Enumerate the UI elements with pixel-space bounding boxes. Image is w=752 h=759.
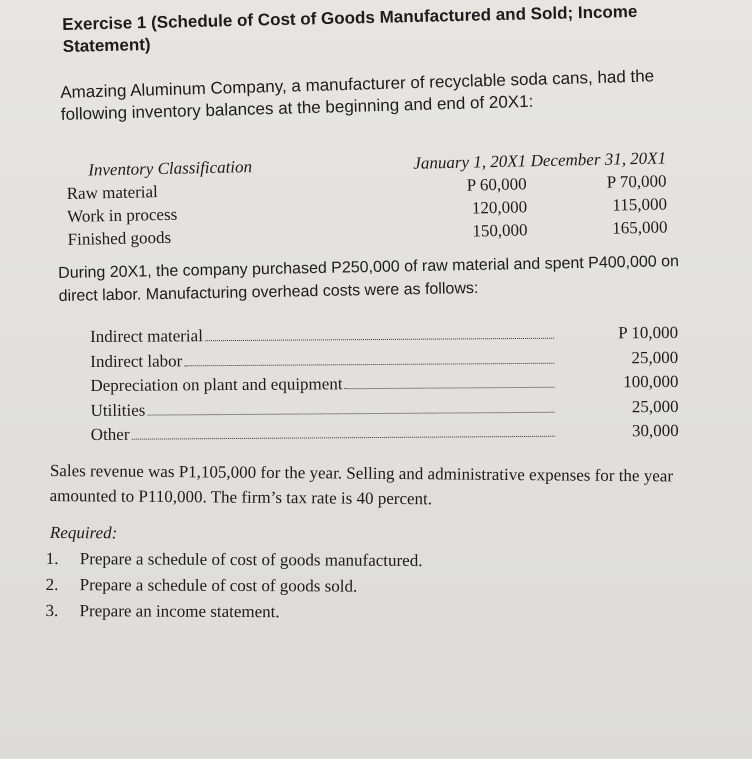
overhead-label: Depreciation on plant and equipment: [90, 374, 343, 395]
row-ending: 115,000: [612, 194, 668, 215]
row-label: Finished goods: [67, 227, 172, 249]
row-beginning: 150,000: [472, 220, 528, 241]
header-ending: December 31, 20X1: [530, 148, 667, 171]
required-item-text: Prepare a schedule of cost of goods manufactured.: [79, 549, 423, 570]
overhead-value: 25,000: [631, 347, 679, 367]
row-label: Raw material: [66, 182, 158, 203]
required-item: [46, 572, 646, 601]
exercise-heading: [62, 0, 723, 58]
overhead-list: [90, 321, 679, 448]
sales-paragraph: Sales revenue was P1,105,000 for the year. Selling and administrative expenses for the year amounted to P110,000. The firm’s tax rate is 40 percent.: [49, 460, 674, 509]
header-classification: Inventory Classification: [88, 157, 253, 180]
dot-leader: [205, 338, 554, 341]
header-beginning: January 1, 20X1: [413, 151, 527, 173]
inventory-table: [66, 147, 678, 252]
row-beginning: 120,000: [471, 197, 528, 218]
overhead-value: 100,000: [623, 371, 679, 392]
dot-leader: [132, 436, 555, 440]
overhead-row: [91, 419, 679, 448]
required-item-number: 3.: [45, 600, 59, 621]
dot-leader: [147, 411, 554, 415]
row-label: Work in process: [66, 204, 178, 226]
exercise-number: Exercise 1: [62, 13, 147, 34]
dot-leader: [345, 387, 555, 389]
required-title: Required:: [49, 523, 118, 543]
row-ending: 165,000: [612, 217, 668, 238]
overhead-label: Utilities: [90, 400, 146, 420]
intro-paragraph: Amazing Aluminum Company, a manufacturer of recyclable soda cans, had the following inventory balances at the beginning and end of 20X1:: [60, 66, 655, 124]
overhead-value: 25,000: [631, 396, 679, 416]
overhead-label: Indirect labor: [90, 350, 183, 371]
overhead-value: P 10,000: [618, 322, 679, 343]
required-item-number: 2.: [45, 574, 59, 595]
overhead-value: 30,000: [631, 420, 679, 441]
row-beginning: P 60,000: [466, 174, 527, 195]
row-ending: P 70,000: [606, 171, 667, 192]
overhead-label: Other: [90, 424, 130, 444]
required-item-number: 1.: [45, 548, 59, 569]
required-item-text: Prepare a schedule of cost of goods sold.: [79, 575, 358, 596]
required-item: [45, 598, 645, 627]
required-item-text: Prepare an income statement.: [79, 601, 280, 622]
dot-leader: [184, 362, 554, 366]
required-item: [46, 546, 646, 575]
exercise-title: (Schedule of Cost of Goods Manufactured and Sold; Income Statement): [62, 1, 638, 56]
required-section: [45, 520, 646, 627]
overhead-label: Indirect material: [90, 326, 203, 346]
purchases-paragraph: During 20X1, the company purchased P250,000 of raw material and spent P400,000 on direct labor. Manufacturing overhead costs were as follows:: [58, 253, 680, 305]
